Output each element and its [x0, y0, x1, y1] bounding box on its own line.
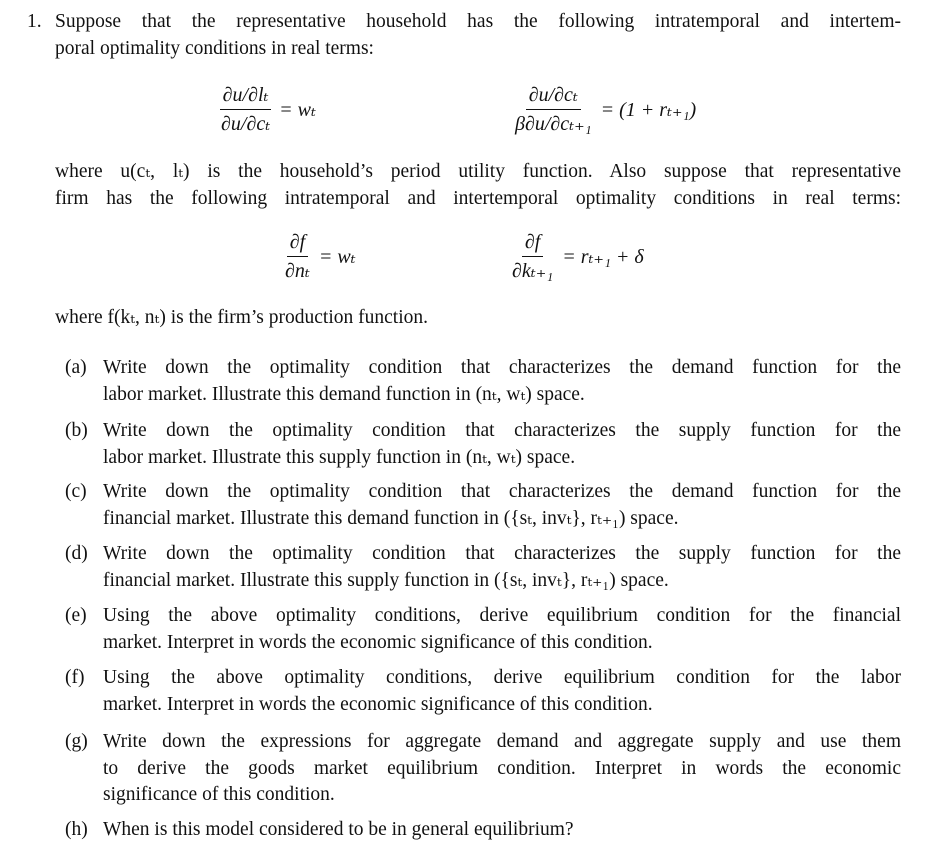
text-line: where f(kₜ, nₜ) is the firm’s production function.	[55, 307, 428, 328]
text-line: market. Interpret in words the economic significance of this condition.	[103, 631, 653, 653]
rhs: = wₜ	[318, 246, 356, 268]
item-text	[103, 603, 901, 656]
numerator: ∂f	[287, 230, 308, 257]
denominator: ∂u/∂cₜ	[221, 113, 271, 135]
firm-intratemporal-equation	[282, 230, 356, 283]
text-line: where u(cₜ, lₜ) is the household’s period utility function. Also suppose that representative	[55, 161, 901, 182]
item-label: (a)	[65, 357, 87, 378]
middle-paragraph	[55, 159, 901, 212]
text-line: significance of this condition.	[103, 784, 335, 805]
denominator: β∂u/∂cₜ₊₁	[515, 113, 592, 135]
item-text	[103, 541, 901, 594]
item-text	[103, 817, 901, 844]
text-line: Using the above optimality conditions, derive equilibrium condition for the financial	[103, 605, 901, 626]
rhs: = rₜ₊₁ + δ	[562, 246, 644, 268]
item-label: (c)	[65, 481, 87, 502]
item-label: (f)	[65, 667, 85, 688]
production-paragraph	[55, 305, 901, 332]
text-line: Using the above optimality conditions, derive equilibrium condition for the labor	[103, 667, 901, 688]
text-line: market. Interpret in words the economic significance of this condition.	[103, 693, 653, 715]
text-line: financial market. Illustrate this demand function in ({sₜ, invₜ}, rₜ₊₁) space.	[103, 507, 679, 529]
firm-intertemporal-equation	[509, 230, 644, 283]
text-line: firm has the following intratemporal and intertemporal optimality conditions in real terms:	[55, 187, 901, 209]
text-line: labor market. Illustrate this demand function in (nₜ, wₜ) space.	[103, 383, 585, 405]
item-label: (b)	[65, 420, 88, 441]
household-intertemporal-equation	[512, 83, 696, 136]
text-line: Write down the optimality condition that characterizes the demand function for the	[103, 357, 901, 378]
item-text	[103, 665, 901, 718]
text-line: Suppose that the representative household has the following intratemporal and intertem-	[55, 11, 901, 32]
text-line: to derive the goods market equilibrium condition. Interpret in words the economic	[103, 757, 901, 779]
item-text	[103, 479, 901, 532]
numerator: ∂f	[522, 230, 543, 257]
text-line: Write down the optimality condition that characterizes the supply function for the	[103, 420, 901, 441]
text-line: When is this model considered to be in general equilibrium?	[103, 819, 574, 840]
item-text	[103, 729, 901, 809]
denominator: ∂nₜ	[285, 260, 310, 282]
item-label: (g)	[65, 731, 88, 752]
item-label: (d)	[65, 543, 88, 564]
denominator: ∂kₜ₊₁	[512, 260, 554, 282]
item-label: (h)	[65, 819, 88, 840]
text-line: Write down the optimality condition that characterizes the supply function for the	[103, 543, 901, 564]
item-label: (e)	[65, 605, 87, 626]
problem-number: 1.	[27, 11, 42, 32]
numerator: ∂u/∂lₜ	[220, 83, 272, 110]
intro-paragraph	[55, 9, 901, 62]
item-text	[103, 418, 901, 471]
text-line: labor market. Illustrate this supply function in (nₜ, wₜ) space.	[103, 446, 576, 468]
text-line: Write down the optimality condition that characterizes the demand function for the	[103, 481, 901, 502]
household-intratemporal-equation	[218, 83, 316, 136]
rhs: = wₜ	[279, 99, 316, 121]
text-line: Write down the expressions for aggregate demand and aggregate supply and use them	[103, 731, 901, 752]
text-line: financial market. Illustrate this supply function in ({sₜ, invₜ}, rₜ₊₁) space.	[103, 569, 669, 591]
rhs: = (1 + rₜ₊₁)	[600, 99, 697, 121]
numerator: ∂u/∂cₜ	[526, 83, 581, 110]
text-line: poral optimality conditions in real terms:	[55, 37, 374, 59]
item-text	[103, 355, 901, 408]
